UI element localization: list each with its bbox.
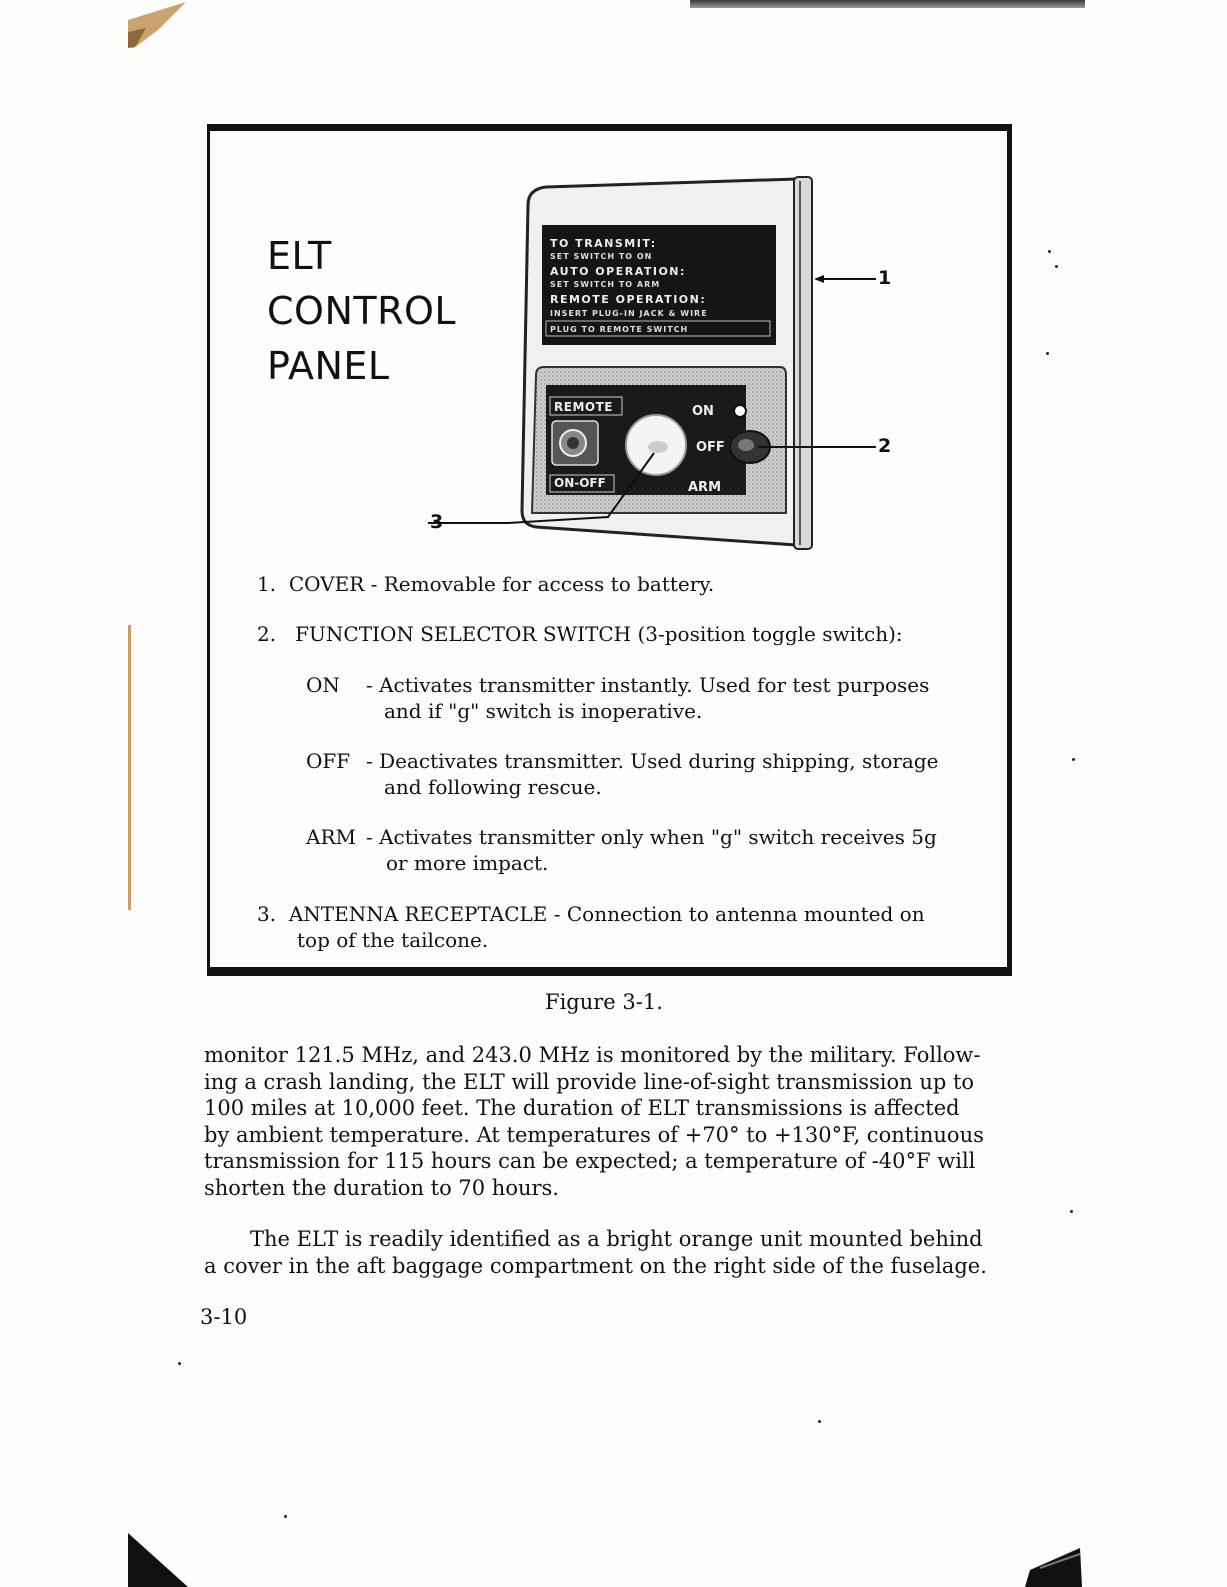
cover-edge xyxy=(794,177,812,549)
desc-line: - Activates transmitter instantly. Used for test purposes xyxy=(366,673,930,697)
legend-number: 3. xyxy=(257,902,277,926)
remote-jack-label: REMOTE xyxy=(554,400,613,414)
figure-title-line: CONTROL xyxy=(267,289,457,333)
scan-corner-artifact xyxy=(128,0,188,50)
legend-item-1 xyxy=(257,571,714,597)
placard-line: AUTO OPERATION: xyxy=(550,265,686,278)
body-paragraph-1 xyxy=(204,1042,1024,1201)
legend-number: 1. xyxy=(257,572,277,596)
legend-text: ANTENNA RECEPTACLE - Connection to antenna mounted on xyxy=(288,902,925,926)
legend-number: 2. xyxy=(257,622,277,646)
scan-binding-line xyxy=(128,625,131,910)
legend-text: top of the tailcone. xyxy=(297,928,489,952)
figure-frame xyxy=(207,124,1012,976)
scan-corner-artifact xyxy=(128,1533,188,1587)
scan-speck xyxy=(1055,265,1058,268)
onoff-label: ON-OFF xyxy=(554,476,606,490)
scan-speck xyxy=(178,1362,181,1365)
paragraph-line: ing a crash landing, the ELT will provide line-of-sight transmission up to xyxy=(204,1069,975,1094)
paragraph-line: shorten the duration to 70 hours. xyxy=(204,1175,559,1200)
scan-speck xyxy=(1072,758,1075,761)
legend-item-3 xyxy=(257,901,925,953)
desc-line: and following rescue. xyxy=(384,775,602,799)
legend-text: FUNCTION SELECTOR SWITCH (3-position toggle switch): xyxy=(295,622,903,646)
scan-corner-artifact xyxy=(1020,1540,1085,1587)
scan-speck xyxy=(818,1420,821,1423)
legend-item-2 xyxy=(257,621,903,647)
switch-position-label-on: ON xyxy=(306,673,340,697)
desc-line: or more impact. xyxy=(386,851,549,875)
switch-position-label-off: OFF xyxy=(306,749,351,773)
paragraph-line: The ELT is readily identified as a bright orange unit mounted behind xyxy=(250,1227,983,1251)
scan-speck xyxy=(1046,352,1049,355)
switch-position-arm: ARM xyxy=(688,480,722,495)
scan-edge-strip xyxy=(690,0,1085,8)
paragraph-line: a cover in the aft baggage compartment on the right side of the fuselage. xyxy=(204,1253,987,1278)
placard-line: SET SWITCH TO ARM xyxy=(550,280,661,289)
callout-number-1: 1 xyxy=(878,267,892,289)
paragraph-line: by ambient temperature. At temperatures of +70° to +130°F, continuous xyxy=(204,1122,984,1147)
figure-caption: Figure 3-1. xyxy=(545,990,663,1014)
paragraph-line: transmission for 115 hours can be expected; a temperature of -40°F will xyxy=(204,1149,976,1173)
scan-speck xyxy=(284,1515,287,1518)
switch-position-label-arm: ARM xyxy=(306,825,356,849)
placard-line: PLUG TO REMOTE SWITCH xyxy=(550,325,689,334)
figure-title-line: ELT xyxy=(267,234,332,278)
page-number: 3-10 xyxy=(200,1305,248,1329)
indicator-dot xyxy=(734,405,746,417)
placard-line: TO TRANSMIT: xyxy=(550,237,657,250)
legend-text: COVER - Removable for access to battery. xyxy=(288,572,715,596)
placard-line: REMOTE OPERATION: xyxy=(550,293,707,306)
paragraph-line: 100 miles at 10,000 feet. The duration of ELT transmissions is affected xyxy=(204,1096,960,1120)
switch-position-desc-on xyxy=(366,672,929,724)
desc-line: - Activates transmitter only when "g" switch receives 5g xyxy=(366,825,937,849)
paragraph-line: monitor 121.5 MHz, and 243.0 MHz is monitored by the military. Follow- xyxy=(204,1043,981,1067)
callout-number-2: 2 xyxy=(878,435,892,457)
desc-line: - Deactivates transmitter. Used during shipping, storage xyxy=(366,749,939,773)
switch-position-desc-off xyxy=(366,748,938,800)
switch-position-off: OFF xyxy=(696,440,725,455)
scan-speck xyxy=(1070,1210,1073,1213)
switch-position-on: ON xyxy=(692,404,714,419)
placard-line: INSERT PLUG-IN JACK & WIRE xyxy=(550,309,708,318)
switch-position-desc-arm xyxy=(366,824,937,876)
elt-control-panel-illustration xyxy=(428,175,908,563)
scan-speck xyxy=(1048,250,1051,253)
callout-number-3: 3 xyxy=(430,511,444,533)
body-paragraph-2 xyxy=(204,1226,1024,1279)
figure-title-line: PANEL xyxy=(267,344,390,388)
placard-line: SET SWITCH TO ON xyxy=(550,252,653,261)
desc-line: and if "g" switch is inoperative. xyxy=(384,699,703,723)
